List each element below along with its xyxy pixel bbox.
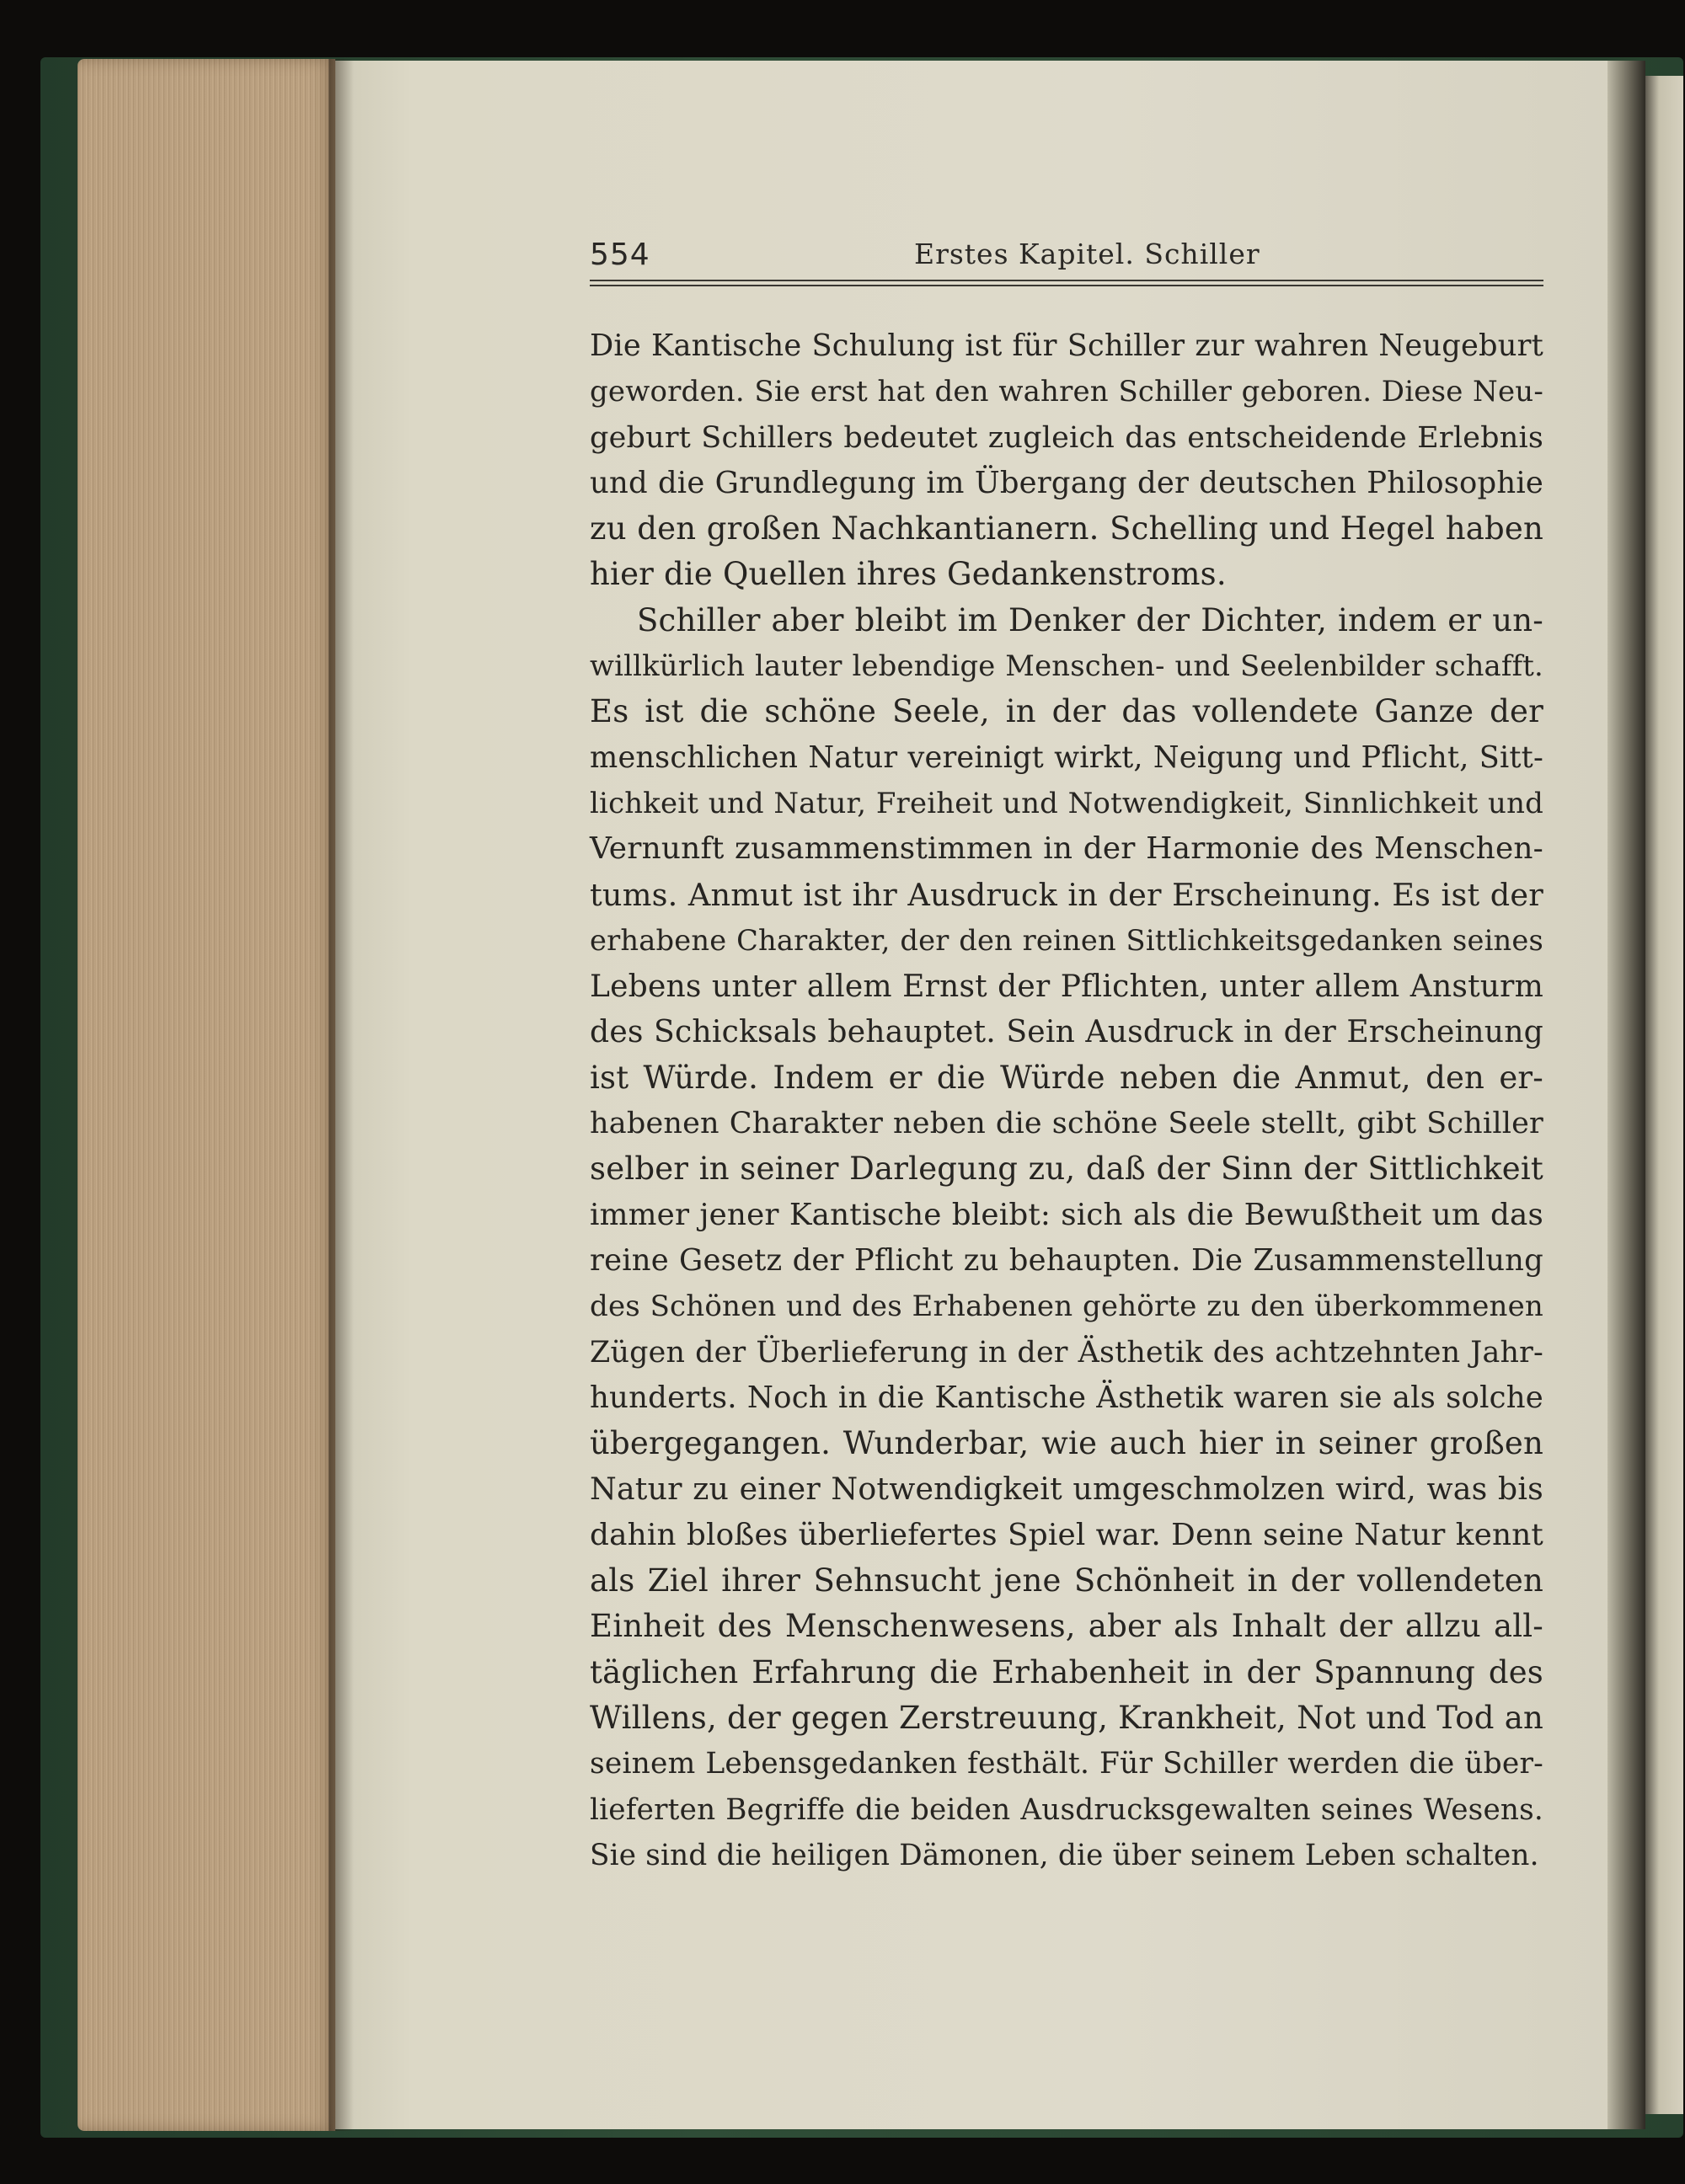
text-line: Sie sind die heiligen Dämonen, die über seinem Leben schalten. [590,1838,1539,1872]
text-line: als Ziel ihrer Sehnsucht jene Schönheit in der vollendeten [590,1562,1543,1599]
text-line: habenen Charakter neben die schöne Seele stellt, gibt Schiller [590,1106,1543,1141]
text-line: des Schicksals behauptet. Sein Ausdruck in der Erscheinung [590,1013,1543,1050]
text-line: Einheit des Menschenwesens, aber als Inhalt der allzu all- [590,1608,1543,1645]
page-number: 554 [590,238,650,272]
text-line: Willens, der gegen Zerstreuung, Krankheit, Not und Tod an [590,1699,1543,1736]
book-gutter [1607,61,1645,2129]
facing-page-edge [1643,76,1683,2114]
text-line: übergegangen. Wunderbar, wie auch hier in seiner großen [590,1425,1543,1462]
header-rule [590,280,1543,286]
text-line: Schiller aber bleibt im Denker der Dichter, indem er un- [637,601,1543,638]
text-line: hunderts. Noch in die Kantische Ästhetik waren sie als solche [590,1380,1543,1415]
text-line: Zügen der Überlieferung in der Ästhetik des achtzehnten Jahr- [590,1335,1543,1370]
text-line: selber in seiner Darlegung zu, daß der Sinn der Sittlichkeit [590,1151,1543,1188]
text-line: geworden. Sie erst hat den wahren Schiller geboren. Diese Neu- [590,375,1543,409]
text-line: tums. Anmut ist ihr Ausdruck in der Erscheinung. Es ist der [590,876,1543,913]
text-line: ist Würde. Indem er die Würde neben die Anmut, den er- [590,1059,1543,1096]
text-line: lichkeit und Natur, Freiheit und Notwendigkeit, Sinnlichkeit und [590,786,1543,820]
text-line: Lebens unter allem Ernst der Pflichten, unter allem Ansturm [590,969,1543,1005]
text-line: seinem Lebensgedanken festhält. Für Schiller werden die über- [590,1747,1543,1781]
text-line: Die Kantische Schulung ist für Schiller zur wahren Neugeburt [590,328,1543,363]
running-head: Erstes Kapitel. Schiller [914,238,1260,270]
body-text [590,323,1543,1878]
text-line: willkürlich lauter lebendige Menschen- und Seelenbilder schafft. [590,649,1543,683]
page-header [590,238,1543,281]
text-line: menschlichen Natur vereinigt wirkt, Neigung und Pflicht, Sitt- [590,740,1543,775]
text-line: dahin bloßes überliefertes Spiel war. Denn seine Natur kennt [590,1517,1543,1552]
paragraph-1 [590,323,1543,598]
text-line: geburt Schillers bedeutet zugleich das entscheidende Erlebnis [590,420,1543,455]
paragraph-2 [590,598,1543,1878]
text-line: Vernunft zusammenstimmen in der Harmonie des Menschen- [590,831,1543,867]
text-line: Es ist die schöne Seele, in der das vollendete Ganze der [590,693,1543,730]
text-line: erhabene Charakter, der den reinen Sittlichkeitsgedanken seines [590,923,1543,957]
text-line: zu den großen Nachkantianern. Schelling und Hegel haben [590,510,1543,547]
text-line: Natur zu einer Notwendigkeit umgeschmolzen wird, was bis [590,1471,1543,1508]
text-line: hier die Quellen ihres Gedankenstroms. [590,556,1227,593]
page-shadow [329,59,354,2131]
text-line: des Schönen und des Erhabenen gehörte zu den überkommenen [590,1290,1543,1324]
page-edges [78,59,335,2131]
text-line: immer jener Kantische bleibt: sich als die Bewußtheit um das [590,1197,1543,1232]
text-line: lieferten Begriffe die beiden Ausdrucksgewalten seines Wesens. [590,1792,1543,1827]
text-line: reine Gesetz der Pflicht zu behaupten. Die Zusammenstellung [590,1242,1543,1278]
text-line: täglichen Erfahrung die Erhabenheit in der Spannung des [590,1653,1543,1690]
text-line: und die Grundlegung im Übergang der deutschen Philosophie [590,465,1543,500]
